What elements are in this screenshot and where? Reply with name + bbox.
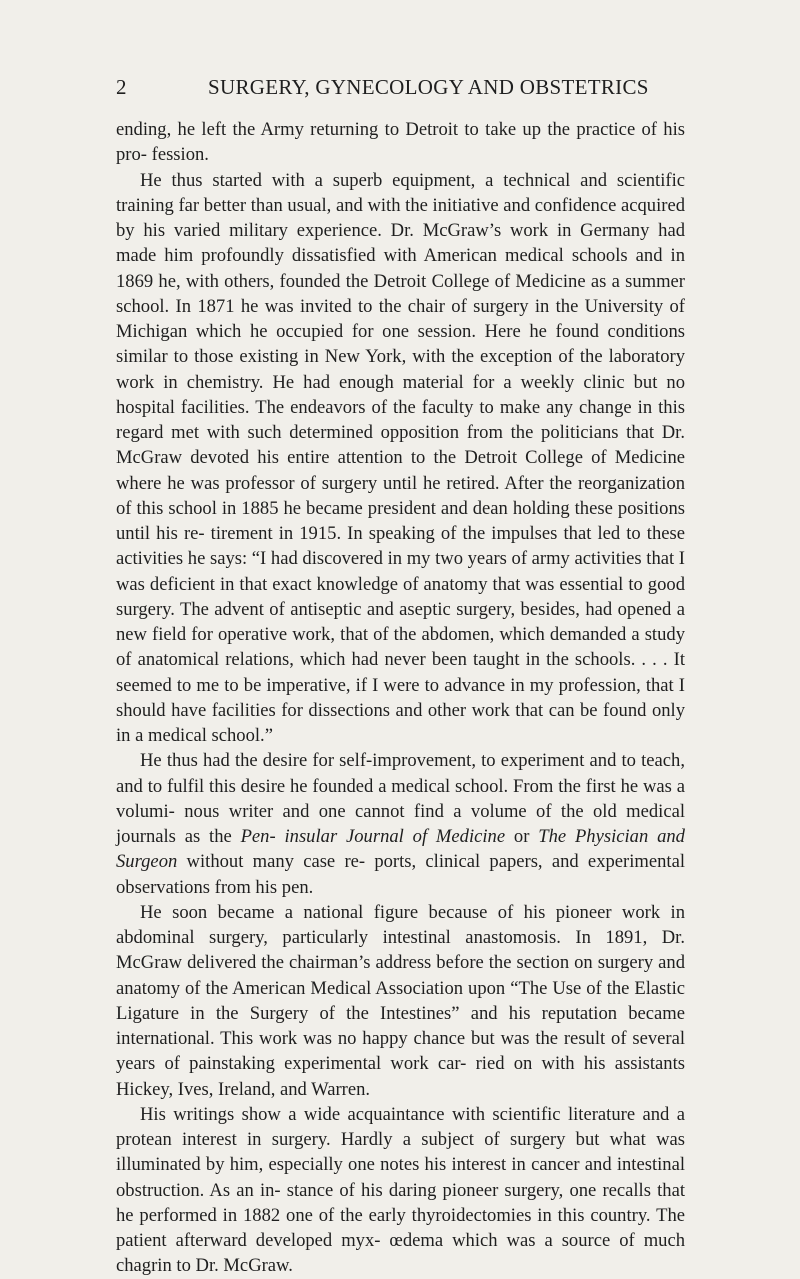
paragraph-continuation: ending, he left the Army returning to Detroit to take up the practice of his pro- fession. <box>116 119 685 166</box>
body-text <box>116 117 685 1279</box>
paragraph-medical-school <box>116 748 685 900</box>
paragraph-text: without many case re- ports, clinical papers, and experimental observations from his pen. <box>116 851 685 898</box>
journal-title-peninsular: Pen- insular Journal of Medicine <box>240 826 506 847</box>
paragraph-text: or <box>505 826 539 847</box>
running-title: SURGERY, GYNECOLOGY AND OBSTETRICS <box>208 75 649 99</box>
paragraph-national-figure: He soon became a national figure because of his pioneer work in abdominal surgery, particularly intestinal anastomosis. In 1891, Dr. McGraw delivered the chairman’s address before the section on surgery and anatomy of the American Medical Association upon “The Use of the Elastic Ligature in the Surgery of the Intestines” and his reputation became international. This work was no happy chance but was the result of several years of painstaking experimental work car- ried on with his assistants Hickey, Ives, Ireland, and Warren. <box>116 901 685 1100</box>
running-head <box>116 72 800 102</box>
page-number: 2 <box>116 75 127 99</box>
paragraph-text: He thus had the desire for self-improvement, to experiment and to teach, and to fulfil this desire he founded a medical school. From the first he was a volumi- nous writer and one cannot find a volume of the old medical journals as the <box>116 750 685 847</box>
journal-title-physician: The Physician and Surgeon <box>116 826 685 873</box>
paragraph-writings: His writings show a wide acquaintance with scientific literature and a protean interest in surgery. Hardly a subject of surgery but what was illuminated by him, especially one notes his interest in cancer and intestinal obstruction. As an in- stance of his daring pioneer surgery, one recalls that he performed in 1882 one of the early thyroidectomies in this country. The patient afterward developed myx- œdema which was a source of much chagrin to Dr. McGraw. <box>116 1103 685 1277</box>
paragraph-mcgraw-career: He thus started with a superb equipment, a technical and scientific training far better than usual, and with the initiative and confidence acquired by his varied military experience. Dr. McGraw’s work in Germany had made him profoundly dissatisfied with American medical schools and in 1869 he, with others, founded the Detroit College of Medicine as a summer school. In 1871 he was invited to the chair of surgery in the University of Michigan which he occupied for one session. Here he found conditions similar to those existing in New York, with the exception of the laboratory work in chemistry. He had enough material for a weekly clinic but no hospital facilities. The endeavors of the faculty to make any change in this regard met with such determined opposition from the politicians that Dr. McGraw devoted his entire attention to the Detroit College of Medicine where he was professor of surgery until he retired. After the reorganization of this school in 1885 he became president and dean holding these positions until his re- tirement in 1915. In speaking of the impulses that led to these activities he says: “I had discovered in my two years of army activities that I was deficient in that exact knowledge of anatomy that was essential to good surgery. The advent of antiseptic and aseptic surgery, besides, had opened a new field for operative work, that of the abdomen, which demanded a study of anatomical relations, which had never been taught in the schools. . . . It seemed to me to be imperative, if I were to advance in my profession, that I should have facilities for dissections and other work that can be found only in a medical school.” <box>116 169 685 746</box>
